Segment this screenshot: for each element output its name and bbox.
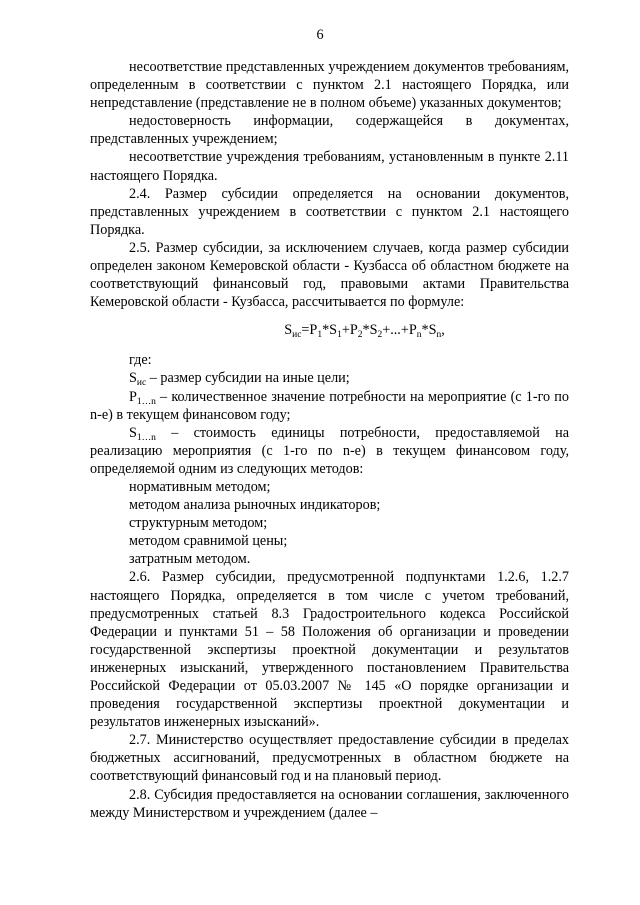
symbol-subscript: 1…n: [136, 396, 156, 407]
definition-text: – количественное значение потребности на мероприятие (с 1-го по n-е) в текущем финансовом году;: [90, 388, 569, 423]
paragraph-2-5: 2.5. Размер субсидии, за исключением случаев, когда размер субсидии определен законом Кемеровской области - Кузбасса об областном бюджете на соответствующий финансовый год, правовыми актами Правительства Кемеровской области - Кузбасса, рассчитывается по формуле:: [90, 239, 569, 311]
formula-part: +...+P: [382, 322, 417, 339]
method-item: методом сравнимой цены;: [129, 533, 288, 550]
formula-subscript: 2: [357, 330, 363, 341]
definition-s-ic: [90, 369, 569, 387]
definition-text: – размер субсидии на иные цели;: [146, 370, 350, 387]
paragraph: несоответствие учреждения требованиям, установленным в пункте 2.11 настоящего Порядка.: [90, 149, 569, 184]
definition-text: – стоимость единицы потребности, предоставляемой на реализацию мероприятия (с 1-го по n-е) в текущем финансовом году, определяемой одним из следующих методов:: [90, 424, 569, 477]
formula-part: S: [284, 322, 293, 339]
symbol-subscript: ис: [136, 378, 147, 389]
formula-subscript: 1: [317, 330, 323, 341]
paragraph-2-6: 2.6. Размер субсидии, предусмотренной подпунктами 1.2.6, 1.2.7 настоящего Порядка, определяется в том числе с учетом требований, предусмотренных статьей 8.3 Градостроительного кодекса Российской Федерации и пунктами 51 – 58 Положения об организации и проведении государственной экспертизы проектной документации и результатов инженерных изысканий, утвержденного постановлением Правительства Российской Федерации от 05.03.2007 № 145 «О порядке организации и проведения государственной экспертизы проектной документации и результатов инженерных изысканий».: [90, 569, 569, 731]
method-item: структурным методом;: [129, 515, 268, 532]
definition-s: [90, 424, 569, 478]
formula-subscript: n: [436, 330, 442, 341]
paragraph: недостоверность информации, содержащейся в документах, представленных учреждением;: [90, 113, 569, 148]
symbol: S: [129, 370, 137, 387]
formula-subscript: ис: [292, 330, 302, 341]
formula-subscript: n: [416, 330, 422, 341]
paragraph-2-8: 2.8. Субсидия предоставляется на основании соглашения, заключенного между Министерством и учреждением (далее –: [90, 786, 569, 821]
formula-part: *S: [421, 322, 437, 339]
method-item: нормативным методом;: [129, 478, 271, 495]
formula-subscript: 2: [377, 330, 383, 341]
method-item: затратным методом.: [129, 551, 251, 568]
symbol-subscript: 1…n: [136, 432, 156, 443]
formula-part: *S: [362, 322, 378, 339]
paragraph: несоответствие представленных учреждением документов требованиям, определенным в соответствии с пунктом 2.1 настоящего Порядка, или непредставление (представление не в полном объеме) указанных документов;: [90, 59, 569, 112]
symbol: S: [129, 424, 137, 441]
definition-p: [90, 388, 569, 424]
formula-part: =P: [301, 322, 318, 339]
formula-part: *S: [322, 322, 338, 339]
paragraph-2-4: 2.4. Размер субсидии определяется на основании документов, представленных учреждением в соответствии с пунктом 2.1 настоящего Порядка.: [90, 185, 569, 238]
where-label: где:: [129, 352, 152, 369]
formula-part: ,: [441, 322, 445, 339]
paragraph-2-7: 2.7. Министерство осуществляет предоставление субсидии в пределах бюджетных ассигнований, предусмотренных в областном бюджете на соответствующий финансовый год и на плановый период.: [90, 732, 569, 785]
subsidy-formula: [90, 317, 569, 343]
method-item: методом анализа рыночных индикаторов;: [129, 497, 381, 514]
page-number: 6: [316, 27, 324, 43]
symbol: P: [129, 388, 137, 405]
formula-subscript: 1: [337, 330, 342, 341]
formula-part: +P: [341, 322, 358, 339]
document-body: [90, 58, 569, 822]
